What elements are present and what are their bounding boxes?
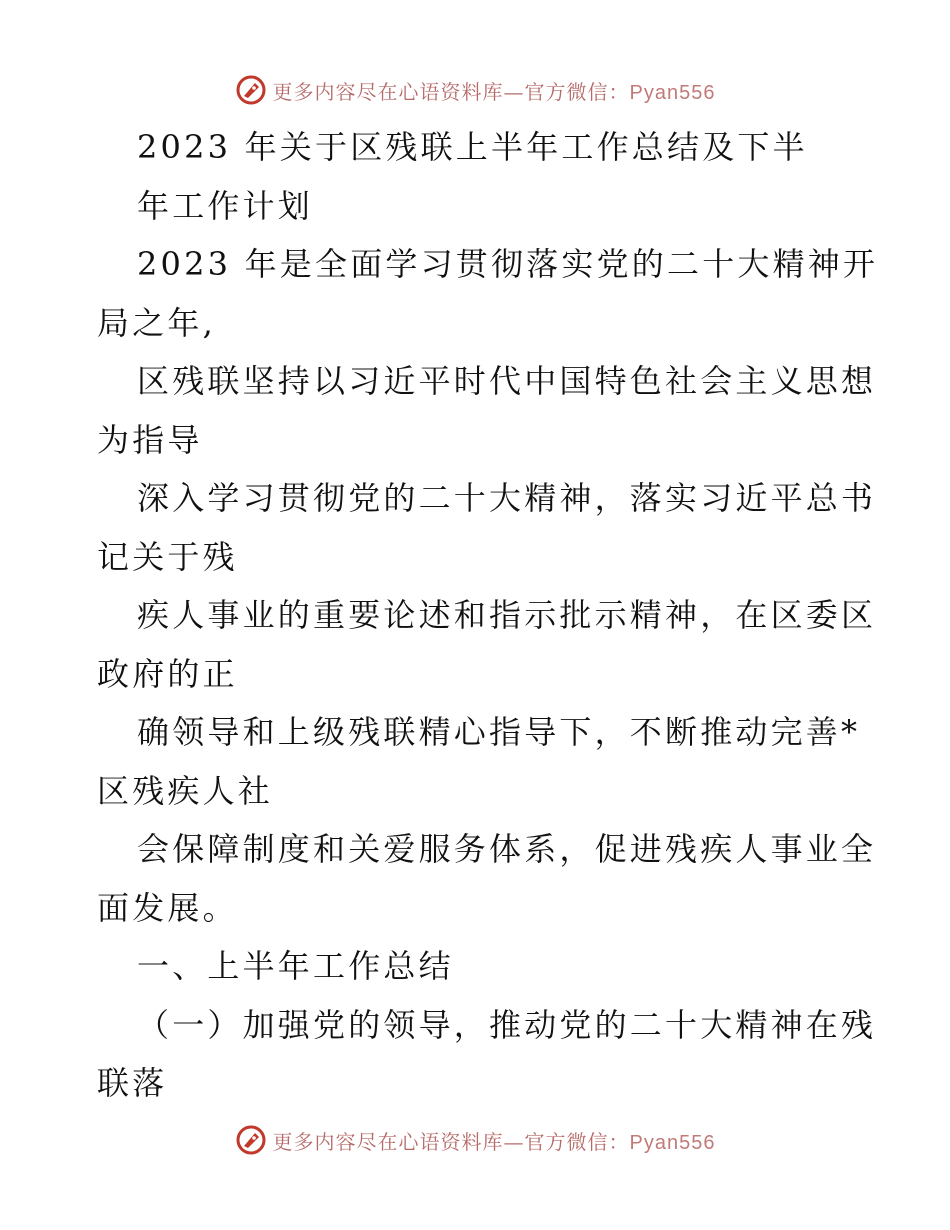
paragraph-line: 区残疾人社 [97,771,274,810]
subsection-heading: （一）加强党的领导，推动党的二十大精神在残 [137,1005,877,1044]
footer-banner [0,1122,950,1158]
footer-banner-contact: Pyan556 [629,1131,716,1154]
paragraph-line: 面发展。 [97,888,238,927]
paragraph-line: 疾人事业的重要论述和指示批示精神，在区委区 [137,596,877,634]
paragraph-line: 政府的正 [97,654,238,693]
header-banner-contact: Pyan556 [629,81,716,104]
doc-title-line-1: 2023 年关于区残联上半年工作总结及下半 [137,128,808,166]
paragraph-line: 深入学习贯彻党的二十大精神，落实习近平总书 [137,479,877,517]
header-banner [0,72,950,108]
pen-nib-logo-icon [235,74,267,106]
paragraph-line: 会保障制度和关爱服务体系，促进残疾人事业全 [137,830,877,868]
pen-nib-logo-icon [235,1124,267,1156]
paragraph-line: 确领导和上级残联精心指导下，不断推动完善* [137,713,861,751]
footer-banner-label: 更多内容尽在心语资料库—官方微信： [272,1129,630,1154]
paragraph-line: 2023 年是全面学习贯彻落实党的二十大精神开 [137,245,879,283]
section-heading: 一、上半年工作总结 [137,947,454,985]
paragraph-line: 联落 [97,1064,168,1102]
header-banner-label: 更多内容尽在心语资料库—官方微信： [272,79,630,104]
document-body [97,118,879,1113]
paragraph-line: 区残联坚持以习近平时代中国特色社会主义思想 [137,362,877,400]
header-banner-text [273,76,716,105]
paragraph-line: 记关于残 [97,537,238,576]
paragraph-line: 局之年, [97,303,216,342]
footer-banner-text [273,1126,716,1155]
paragraph-line: 为指导 [97,420,203,459]
doc-title-line-2: 年工作计划 [137,186,314,225]
